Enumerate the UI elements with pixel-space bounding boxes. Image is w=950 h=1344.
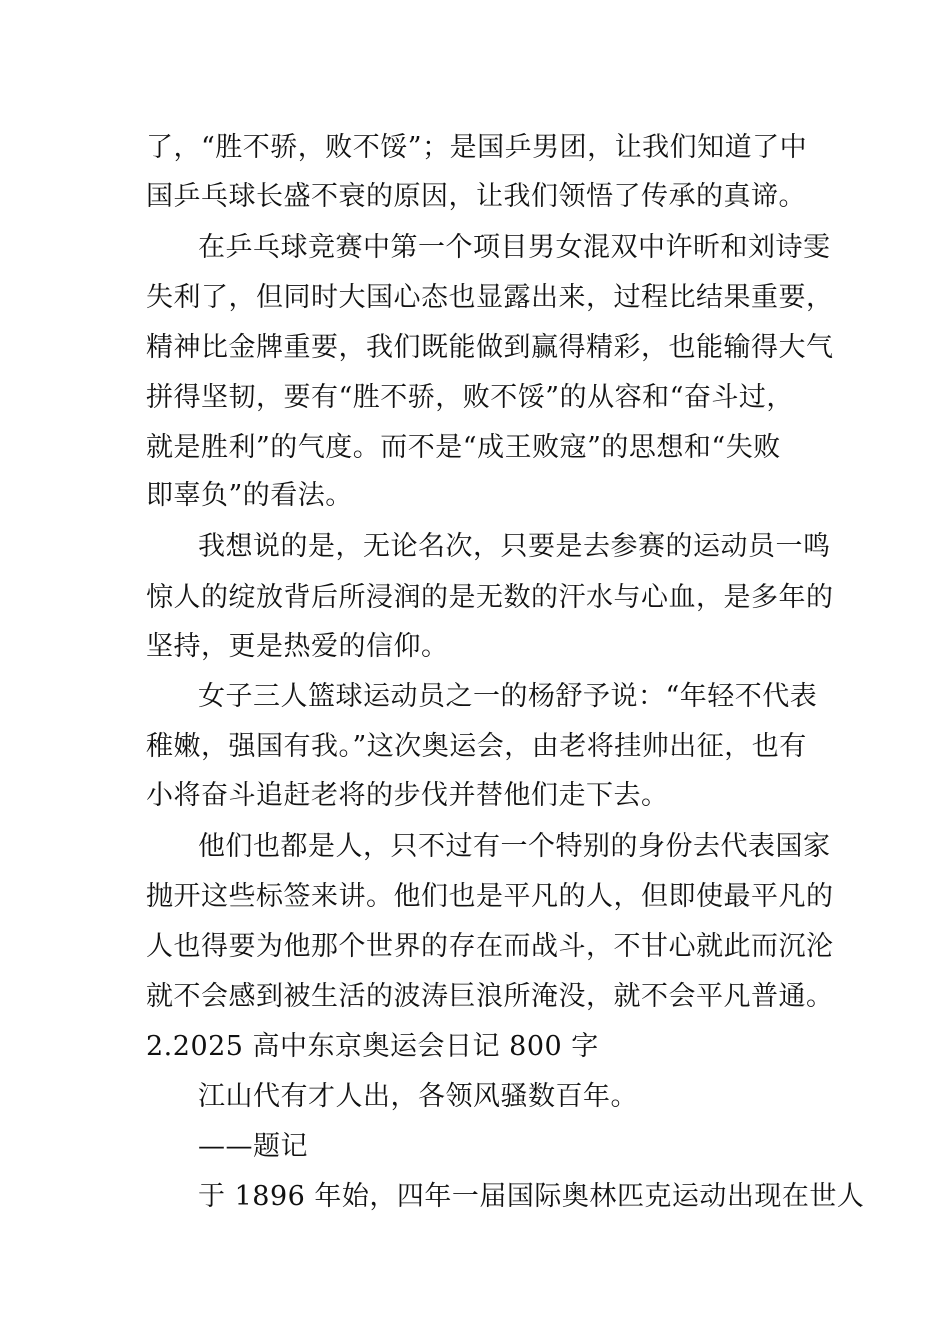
epigraph-attribution: ——题记 — [198, 1131, 308, 1162]
text-line: 了，“胜不骄，败不馁”；是国乒男团，让我们知道了中 — [146, 132, 808, 163]
text-line: 人也得要为他那个世界的存在而战斗，不甘心就此而沉沦 — [146, 931, 834, 962]
text-line: 国乒乓球长盛不衰的原因，让我们领悟了传承的真谛。 — [146, 181, 806, 212]
text-line: 就是胜利”的气度。而不是“成王败寇”的思想和“失败 — [146, 432, 781, 463]
text-line: 拼得坚韧，要有“胜不骄，败不馁”的从容和“奋斗过， — [146, 382, 794, 413]
text-line: 坚持，更是热爱的信仰。 — [146, 631, 449, 662]
paragraph-first-line: 于 1896 年始，四年一届国际奥林匹克运动出现在世人 — [198, 1181, 865, 1212]
epigraph-line: 江山代有才人出，各领风骚数百年。 — [198, 1081, 638, 1112]
paragraph-first-line: 我想说的是，无论名次，只要是去参赛的运动员一鸣 — [198, 531, 831, 562]
paragraph-first-line: 他们也都是人，只不过有一个特别的身份去代表国家 — [198, 831, 831, 862]
text-line: 失利了，但同时大国心态也显露出来，过程比结果重要， — [146, 282, 834, 313]
text-line: 精神比金牌重要，我们既能做到赢得精彩，也能输得大气 — [146, 332, 834, 363]
text-line: 稚嫩，强国有我。”这次奥运会，由老将挂帅出征，也有 — [146, 731, 807, 762]
paragraph-first-line: 女子三人篮球运动员之一的杨舒予说：“年轻不代表 — [198, 681, 818, 712]
text-line: 就不会感到被生活的波涛巨浪所淹没，就不会平凡普通。 — [146, 981, 834, 1012]
text-line: 小将奋斗追赶老将的步伐并替他们走下去。 — [146, 780, 669, 811]
text-line: 即辜负”的看法。 — [146, 480, 353, 511]
section-heading: 2.2025 高中东京奥运会日记 800 字 — [146, 1031, 599, 1062]
paragraph-first-line: 在乒乓球竞赛中第一个项目男女混双中许昕和刘诗雯 — [198, 232, 831, 263]
text-line: 惊人的绽放背后所浸润的是无数的汗水与心血，是多年的 — [146, 582, 834, 613]
text-line: 抛开这些标签来讲。他们也是平凡的人，但即使最平凡的 — [146, 881, 834, 912]
